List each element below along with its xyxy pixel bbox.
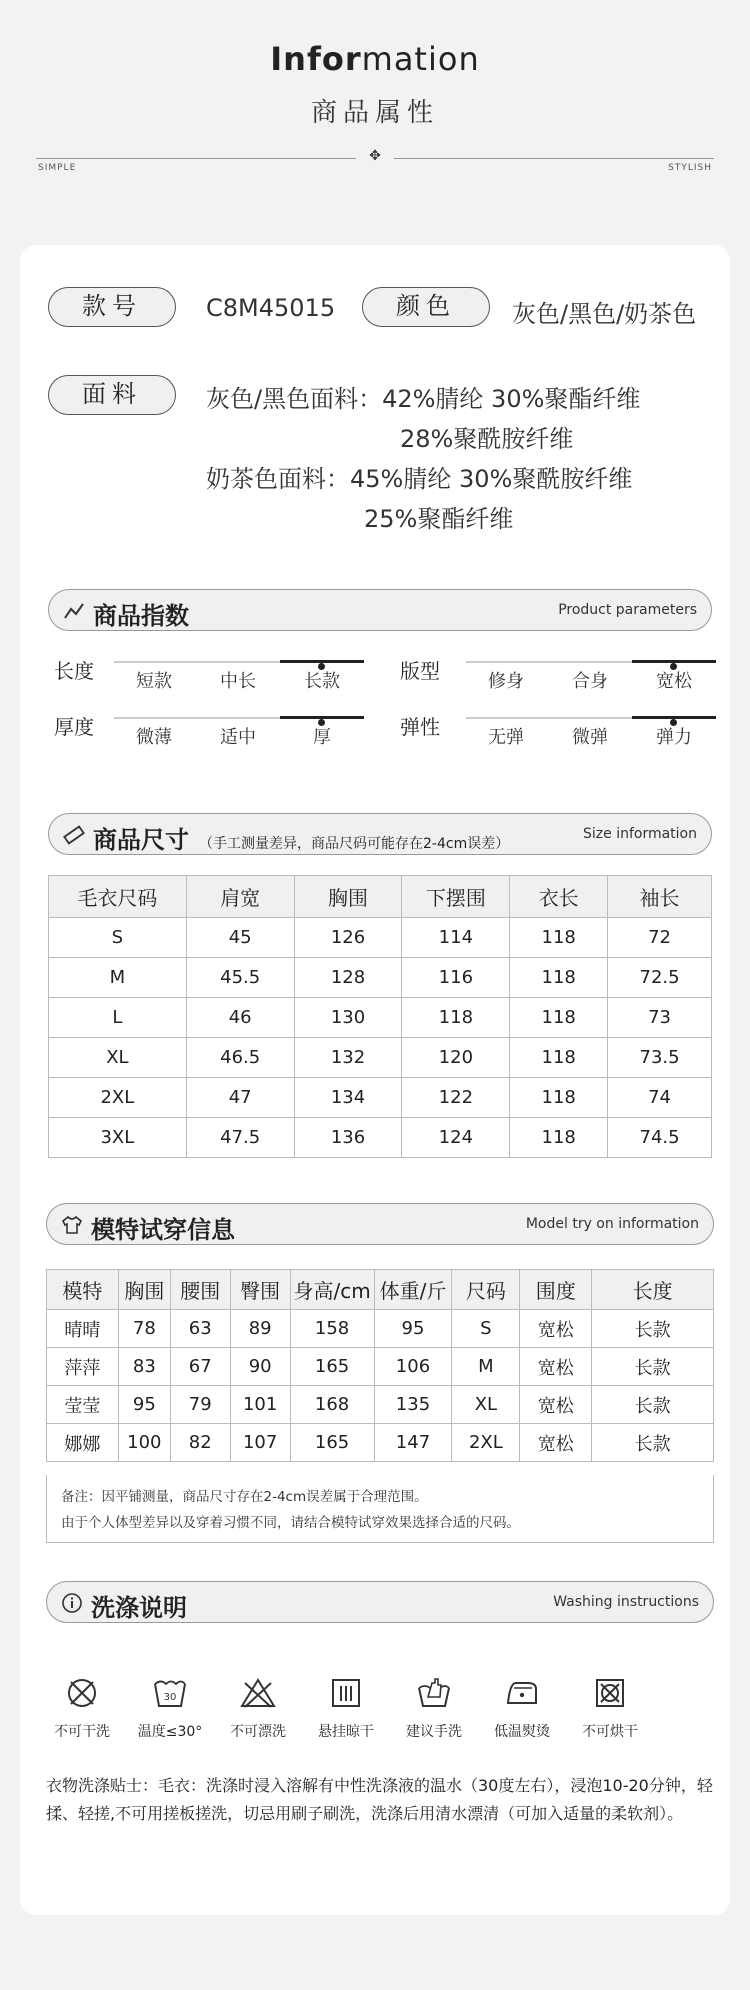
index-label-length: 长度 [54, 659, 94, 683]
table-cell: 118 [402, 998, 510, 1038]
table-row [49, 918, 712, 958]
table-cell: 118 [510, 998, 608, 1038]
index-label-thickness: 厚度 [54, 715, 94, 739]
table-cell: 宽松 [520, 1424, 592, 1462]
index-label-fit: 版型 [400, 659, 440, 683]
index-scale-elasticity [466, 717, 716, 719]
table-cell: 158 [290, 1310, 374, 1348]
table-cell: 47 [186, 1078, 294, 1118]
index-option: 微薄 [136, 727, 172, 748]
table-cell: 萍萍 [47, 1348, 119, 1386]
index-option-selected: 长款 [304, 671, 340, 692]
table-row [47, 1348, 714, 1386]
table-cell: 74 [608, 1078, 712, 1118]
table-cell: 100 [118, 1424, 170, 1462]
table-header-cell: 毛衣尺码 [49, 876, 187, 918]
size-note: （手工测量差异，商品尺码可能存在2-4cm误差） [199, 836, 510, 852]
table-header-row [47, 1270, 714, 1310]
table-header-cell: 下摆围 [402, 876, 510, 918]
table-cell: 晴晴 [47, 1310, 119, 1348]
section-bar-wash [46, 1581, 714, 1623]
info-icon [61, 1592, 83, 1614]
table-cell: 120 [402, 1038, 510, 1078]
table-cell: 45.5 [186, 958, 294, 998]
table-cell: 长款 [592, 1386, 714, 1424]
section-en-wash: Washing instructions [553, 1594, 699, 1610]
table-cell: 45 [186, 918, 294, 958]
wash-item: 悬挂晾干 [306, 1675, 386, 1741]
table-cell: 73.5 [608, 1038, 712, 1078]
index-option: 适中 [220, 727, 256, 748]
ruler-icon [63, 824, 85, 846]
model-note-box [46, 1475, 714, 1543]
table-cell: 168 [290, 1386, 374, 1424]
no-tumble-dry-icon [592, 1675, 628, 1711]
tag-simple: SIMPLE [38, 163, 77, 173]
section-bar-size [48, 813, 712, 855]
table-header-row [49, 876, 712, 918]
section-bar-product-index [48, 589, 712, 631]
table-cell: 78 [118, 1310, 170, 1348]
section-title-product-index: 商品指数 [93, 602, 189, 630]
table-cell: 135 [374, 1386, 452, 1424]
section-title-size: 商品尺寸 （手工测量差异，商品尺码可能存在2-4cm误差） [93, 826, 510, 854]
table-cell: S [452, 1310, 520, 1348]
table-cell: M [452, 1348, 520, 1386]
wash-item: 30 温度≤30° [130, 1675, 210, 1741]
index-option: 无弹 [488, 727, 524, 748]
table-cell: 122 [402, 1078, 510, 1118]
table-cell: 134 [294, 1078, 402, 1118]
index-scale-length [114, 661, 364, 663]
table-row [49, 1078, 712, 1118]
table-cell: 长款 [592, 1424, 714, 1462]
divider-left [36, 158, 356, 159]
table-row [47, 1424, 714, 1462]
table-cell: 118 [510, 1038, 608, 1078]
table-row [49, 1038, 712, 1078]
model-note-2: 由于个人体型差异以及穿着习惯不同，请结合模特试穿效果选择合适的尺码。 [61, 1515, 520, 1531]
table-header-cell: 模特 [47, 1270, 119, 1310]
table-cell: 118 [510, 1118, 608, 1158]
table-cell: 118 [510, 1078, 608, 1118]
size-table [48, 875, 712, 1158]
fabric-label: 面料 [48, 375, 176, 415]
svg-text:30: 30 [163, 1692, 177, 1703]
table-cell: XL [452, 1386, 520, 1424]
section-en-size: Size information [583, 826, 697, 842]
table-cell: 114 [402, 918, 510, 958]
table-cell: 89 [230, 1310, 290, 1348]
table-cell: 63 [170, 1310, 230, 1348]
fabric-line-4: 25%聚酯纤维 [364, 505, 514, 533]
fabric-line-3: 奶茶色面料：45%腈纶 30%聚酰胺纤维 [206, 465, 633, 493]
table-cell: 长款 [592, 1348, 714, 1386]
table-cell: 128 [294, 958, 402, 998]
model-table [46, 1269, 714, 1462]
section-en-product-index: Product parameters [558, 602, 697, 618]
table-cell: 72 [608, 918, 712, 958]
index-option: 中长 [220, 671, 256, 692]
page-header [0, 0, 750, 200]
table-cell: 132 [294, 1038, 402, 1078]
table-cell: 124 [402, 1118, 510, 1158]
table-cell: 83 [118, 1348, 170, 1386]
divider-right [394, 158, 714, 159]
table-cell: 2XL [49, 1078, 187, 1118]
fabric-line-2: 28%聚酰胺纤维 [400, 425, 574, 453]
index-scale-fit [466, 661, 716, 663]
index-option-selected: 宽松 [656, 671, 692, 692]
table-cell: 宽松 [520, 1310, 592, 1348]
table-cell: 147 [374, 1424, 452, 1462]
index-scale-thickness [114, 717, 364, 719]
table-cell: L [49, 998, 187, 1038]
table-cell: M [49, 958, 187, 998]
wash-30-icon [152, 1675, 188, 1711]
table-cell: 165 [290, 1348, 374, 1386]
color-label: 颜色 [362, 287, 490, 327]
section-bar-model [46, 1203, 714, 1245]
table-header-cell: 围度 [520, 1270, 592, 1310]
table-header-cell: 胸围 [294, 876, 402, 918]
table-cell: 79 [170, 1386, 230, 1424]
table-cell: 73 [608, 998, 712, 1038]
style-no-value: C8M45015 [206, 294, 336, 322]
table-cell: 82 [170, 1424, 230, 1462]
index-option-selected: 厚 [313, 727, 331, 748]
table-cell: 126 [294, 918, 402, 958]
table-cell: 67 [170, 1348, 230, 1386]
table-cell: 95 [118, 1386, 170, 1424]
table-header-cell: 胸围 [118, 1270, 170, 1310]
table-header-cell: 长度 [592, 1270, 714, 1310]
table-cell: 95 [374, 1310, 452, 1348]
table-header-cell: 尺码 [452, 1270, 520, 1310]
header-title: Information [270, 40, 480, 78]
wash-item: 不可烘干 [570, 1675, 650, 1741]
content-card [20, 245, 730, 1915]
table-cell: 47.5 [186, 1118, 294, 1158]
table-cell: 莹莹 [47, 1386, 119, 1424]
index-option: 合身 [572, 671, 608, 692]
table-row [49, 958, 712, 998]
trend-icon [63, 600, 85, 622]
table-cell: 106 [374, 1348, 452, 1386]
table-header-cell: 肩宽 [186, 876, 294, 918]
table-cell: 165 [290, 1424, 374, 1462]
model-note-1: 备注：因平铺测量，商品尺寸存在2-4cm误差属于合理范围。 [61, 1489, 428, 1505]
table-cell: 长款 [592, 1310, 714, 1348]
table-cell: 107 [230, 1424, 290, 1462]
table-cell: 74.5 [608, 1118, 712, 1158]
index-option-selected: 弹力 [656, 727, 692, 748]
index-option: 短款 [136, 671, 172, 692]
table-cell: 3XL [49, 1118, 187, 1158]
section-title-wash: 洗涤说明 [91, 1594, 187, 1622]
table-cell: S [49, 918, 187, 958]
fabric-line-1: 灰色/黑色面料：42%腈纶 30%聚酯纤维 [206, 385, 641, 413]
table-header-cell: 衣长 [510, 876, 608, 918]
no-dry-clean-icon [64, 1675, 100, 1711]
table-header-cell: 体重/斤 [374, 1270, 452, 1310]
low-iron-icon [504, 1675, 540, 1711]
no-bleach-icon [240, 1675, 276, 1711]
washing-tip: 衣物洗涤贴士：毛衣：洗涤时浸入溶解有中性洗涤液的温水（30度左右），浸泡10-20分钟，轻揉、轻搓,不可用搓板搓洗，切忌用刷子刷洗，洗涤后用清水漂清（可加入适量的柔软剂）。 [46, 1776, 713, 1823]
wash-item: 低温熨烫 [482, 1675, 562, 1741]
crosshair-icon: ✥ [369, 148, 381, 164]
table-row [49, 998, 712, 1038]
table-cell: 118 [510, 918, 608, 958]
color-value: 灰色/黑色/奶茶色 [512, 300, 697, 328]
table-row [49, 1118, 712, 1158]
table-cell: XL [49, 1038, 187, 1078]
wash-item: 建议手洗 [394, 1675, 474, 1741]
table-header-cell: 身高/cm [290, 1270, 374, 1310]
index-label-elasticity: 弹性 [400, 715, 440, 739]
table-header-cell: 袖长 [608, 876, 712, 918]
sweater-icon [61, 1214, 83, 1236]
hand-wash-icon [416, 1675, 452, 1711]
table-cell: 90 [230, 1348, 290, 1386]
wash-item: 不可干洗 [42, 1675, 122, 1741]
table-cell: 宽松 [520, 1386, 592, 1424]
table-cell: 宽松 [520, 1348, 592, 1386]
table-row [47, 1310, 714, 1348]
table-cell: 118 [510, 958, 608, 998]
table-header-cell: 臀围 [230, 1270, 290, 1310]
table-cell: 娜娜 [47, 1424, 119, 1462]
index-option: 微弹 [572, 727, 608, 748]
header-subtitle: 商品属性 [310, 98, 439, 128]
section-en-model: Model try on information [525, 1216, 699, 1232]
table-cell: 46 [186, 998, 294, 1038]
table-header-cell: 腰围 [170, 1270, 230, 1310]
index-option: 修身 [488, 671, 524, 692]
section-title-model: 模特试穿信息 [91, 1216, 235, 1244]
wash-item: 不可漂洗 [218, 1675, 298, 1741]
table-cell: 130 [294, 998, 402, 1038]
hang-dry-icon [328, 1675, 364, 1711]
table-cell: 101 [230, 1386, 290, 1424]
table-row [47, 1386, 714, 1424]
table-cell: 72.5 [608, 958, 712, 998]
table-cell: 136 [294, 1118, 402, 1158]
style-no-label: 款号 [48, 287, 176, 327]
table-cell: 46.5 [186, 1038, 294, 1078]
table-cell: 116 [402, 958, 510, 998]
table-cell: 2XL [452, 1424, 520, 1462]
tag-stylish: STYLISH [668, 163, 712, 173]
